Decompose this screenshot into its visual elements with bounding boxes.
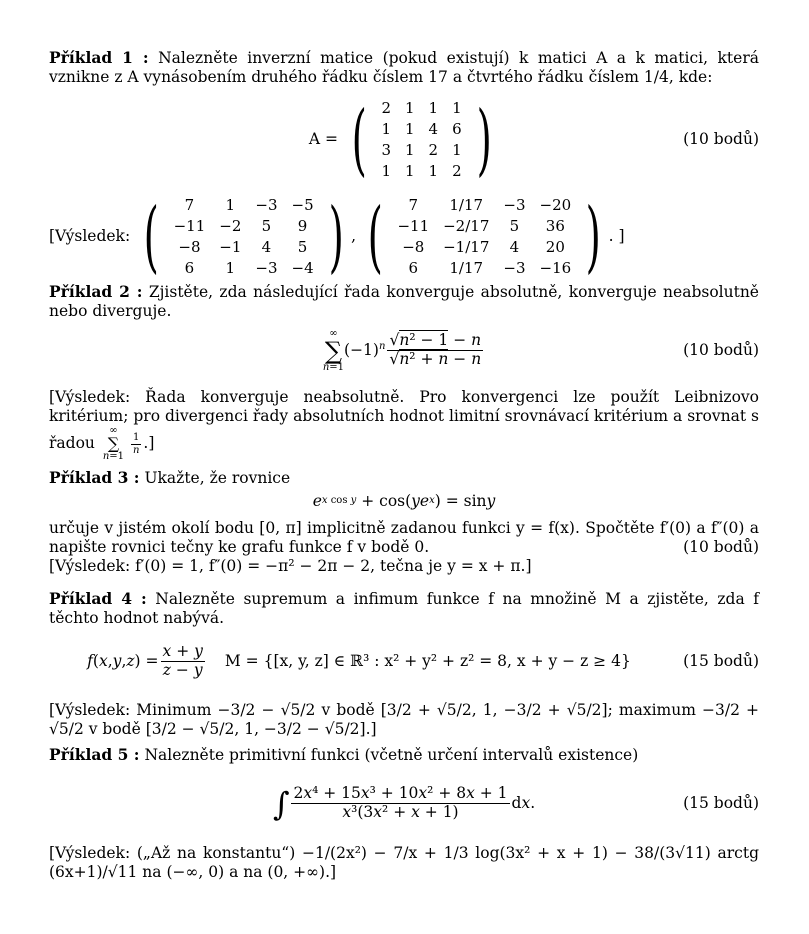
- matrix-cell: 1: [452, 99, 462, 118]
- matrix-cell: −3: [503, 196, 526, 215]
- matrix-cell: 9: [297, 217, 308, 235]
- matrix-cell: 1: [405, 99, 415, 118]
- series-formula: ∞ ∑ n=1 $(-1)^n$ $\frac{\text{√n² − 1 − n}}{\text{√n² + n − n}}$: [322, 327, 482, 373]
- matrix-cell: 5: [261, 217, 272, 235]
- function-definition: f ( x , y , z ) = $\frac{x + y}{z - y}$ M = {[x, y, z] ∈ ℝ³ : x² + y² + z² = 8, x + y − z ≥ 4}: [87, 642, 631, 679]
- matrix-cell: 4: [261, 237, 272, 256]
- problem-4-text: Nalezněte supremum a infimum funkce f na množině M a zjistěte, zda f těchto hodnot nabývá.: [49, 589, 759, 628]
- problem-4-statement: [49, 589, 759, 629]
- matrix-row: [390, 195, 578, 216]
- matrix-cell: 2: [381, 99, 391, 118]
- matrix-row: [374, 140, 468, 161]
- matrix-row: [390, 216, 578, 237]
- problem-5-points: (15 bodů): [683, 793, 759, 812]
- problem-3-text: Ukažte, že rovnice: [144, 469, 291, 488]
- matrix-a: ( 2 1 1 1 1 1 4 6 3 1 2 1 1 1 1 2 ): [351, 94, 492, 185]
- matrix-cell: 5: [297, 237, 308, 256]
- implicit-equation: e x cos y + cos( ye x ) = sin y: [312, 491, 496, 510]
- problem-1-result: [Výsledek: ( 7 1 −3 −5 −11 −2 5 9 −8 −1 4 5 6 1 −3 −4 ) , ( 7 1/17 −3 −20 −11 −2/17 5 36 −8 −1/17 4 20 6 1/17 −3 −16 ) . ]: [49, 191, 625, 282]
- matrix-cell: −11: [173, 217, 206, 235]
- matrix-cell: −4: [291, 258, 314, 277]
- result-end: . ]: [608, 227, 625, 246]
- problem-2-text: Zjistěte, zda následující řada konverguje absolutně, konverguje neabsolutně nebo diverguje.: [49, 282, 759, 321]
- matrix-cell: 1: [428, 161, 439, 180]
- matrix-row: [167, 258, 321, 279]
- problem-1-points: (10 bodů): [683, 130, 759, 149]
- problem-3-points: (10 bodů): [683, 537, 759, 556]
- matrix-cell: −2/17: [443, 217, 490, 235]
- matrix-cell: −8: [402, 237, 425, 256]
- matrix-cell: 1: [405, 140, 415, 159]
- matrix-cell: −2: [219, 217, 242, 235]
- problem-3-text2: určuje v jistém okolí bodu [0, π] implicitně zadanou funkci y = f(x). Spočtěte f′(0) a f″(0) a napište rovnici tečny ke grafu funkce f v bodě 0.: [49, 518, 759, 556]
- matrix-cell: 6: [184, 258, 195, 277]
- matrix-cell: 1: [225, 196, 236, 215]
- set-definition: M = {[x, y, z] ∈ ℝ³ : x² + y² + z² = 8, x + y − z ≥ 4}: [224, 651, 631, 670]
- matrix-cell: 1: [428, 99, 439, 118]
- problem-4-label: Příklad 4 :: [49, 588, 147, 608]
- matrix-cell: 2: [428, 140, 439, 159]
- matrix-row: [390, 258, 578, 279]
- exam-page: [49, 48, 759, 882]
- problem-4-result: [Výsledek: Minimum −3/2 − √5/2 v bodě [3/2 + √5/2, 1, −3/2 + √5/2]; maximum −3/2 + √5/2 v bodě [3/2 − √5/2, 1, −3/2 − √5/2].]: [49, 700, 759, 738]
- matrix-cell: 5: [509, 217, 520, 235]
- problem-5-text: Nalezněte primitivní funkci (včetně určení intervalů existence): [144, 746, 639, 765]
- function-set-row: [49, 637, 759, 687]
- matrix-cell: 1/17: [449, 258, 484, 277]
- problem-3-statement: [49, 468, 759, 488]
- integral-row: [49, 776, 759, 832]
- matrix-cell: −20: [539, 196, 572, 215]
- problem-1-label: Příklad 1 :: [49, 48, 149, 67]
- matrix-row: [374, 98, 468, 119]
- matrix-cell: 3: [381, 140, 391, 159]
- problem-4-points: (15 bodů): [683, 651, 759, 670]
- problem-2-label: Příklad 2 :: [49, 281, 143, 301]
- matrix-cell: −3: [255, 258, 278, 277]
- matrix-cell: 7: [184, 196, 195, 215]
- matrix-row: [374, 161, 468, 182]
- matrix-a-row: [49, 94, 759, 185]
- matrix-row: [390, 237, 578, 258]
- matrix-cell: 1: [405, 120, 415, 138]
- matrix-cell: 36: [545, 217, 565, 235]
- integral-formula: ∫ $\frac{\text{2x⁴ + 15x³ + 10x² + 8x + 1}}{\text{x³(3x² + x + 1)}}$ dx.: [272, 784, 536, 823]
- matrix-cell: 1: [381, 120, 391, 138]
- matrix-cell: 7: [408, 196, 419, 215]
- problem-3-result: [Výsledek: f′(0) = 1, f″(0) = −π² − 2π − 2, tečna je y = x + π.]: [49, 557, 532, 576]
- matrix-row: [167, 195, 321, 216]
- matrix-cell: −8: [178, 237, 201, 256]
- problem-5-statement: [49, 745, 759, 765]
- matrix-cell: −3: [255, 196, 278, 215]
- matrix-cell: −3: [503, 258, 526, 277]
- problem-1-text: Nalezněte inverzní matice (pokud existují) k matici A a k matici, která vznikne z A vynásobením druhého řádku číslem 17 a čtvrtého řádku číslem 1/4, kde:: [49, 49, 759, 87]
- matrix-cell: 1: [452, 140, 462, 159]
- problem-2-statement: [49, 282, 759, 322]
- result-label: [Výsledek:: [49, 227, 131, 246]
- problem-2-result: [Výsledek: Řada konverguje neabsolutně. Pro konvergenci lze použít Leibnizovo kritérium; pro divergenci řady absolutních hodnot limitní srovnávací kritérium a srovnat s řadou ∞ ∑ n=1 $\frac{1}{n}$ .]: [49, 387, 759, 463]
- problem-3-label: Příklad 3 :: [49, 468, 140, 488]
- matrix-cell: −1/17: [443, 237, 490, 256]
- matrix-cell: 4: [509, 237, 520, 256]
- matrix-cell: 2: [452, 161, 462, 180]
- matrix-cell: 6: [452, 120, 462, 138]
- matrix-cell: 1: [225, 258, 236, 277]
- matrix-cell: 1: [405, 161, 415, 180]
- matrix-row: [167, 216, 321, 237]
- matrix-row: [167, 237, 321, 258]
- matrix-cell: −5: [291, 196, 314, 215]
- matrix-row: [374, 119, 468, 140]
- matrix-cell: 6: [408, 258, 419, 277]
- matrix-cell: 20: [545, 237, 565, 256]
- matrix-cell: 1/17: [449, 196, 484, 215]
- problem-1-statement: [49, 48, 759, 88]
- inverse-matrix-2: ( 7 1/17 −3 −20 −11 −2/17 5 36 −8 −1/17 4 20 6 1/17 −3 −16 ): [367, 191, 601, 282]
- series-formula-row: [49, 322, 759, 380]
- problem-5-label: Příklad 5 :: [49, 745, 140, 765]
- matrix-cell: 1: [381, 161, 391, 180]
- matrix-cell: −16: [539, 258, 572, 277]
- matrix-cell: −11: [397, 217, 430, 235]
- matrix-cell: 4: [428, 120, 439, 138]
- matrix-cell: −1: [219, 237, 242, 256]
- problem-2-points: (10 bodů): [683, 340, 759, 359]
- inverse-matrix-1: ( 7 1 −3 −5 −11 −2 5 9 −8 −1 4 5 6 1 −3 −4 ): [143, 191, 344, 282]
- problem-5-result: [Výsledek: („Až na konstantu“) −1/(2x²) − 7/x + 1/3 log(3x² + x + 1) − 38/(3√11) arctg (6x+1)/√11 na (−∞, 0) a na (0, +∞).]: [49, 843, 759, 881]
- matrix-a-name: A =: [308, 130, 339, 149]
